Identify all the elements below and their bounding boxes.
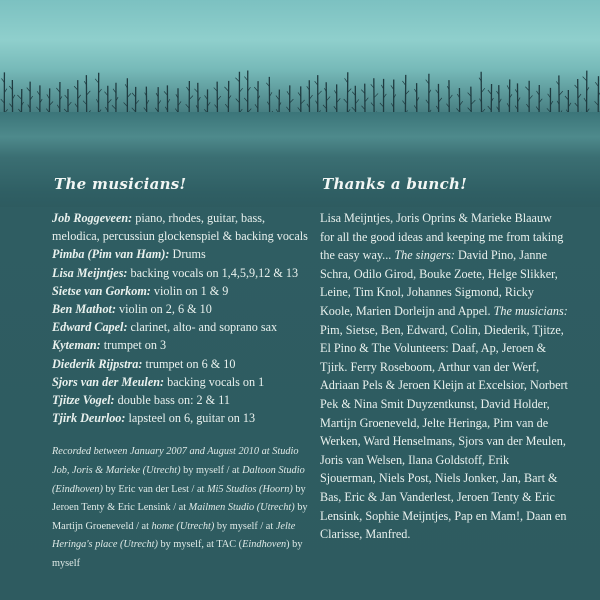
musician-entry <box>52 409 310 427</box>
thanks-segment: Pim, Sietse, Ben, Edward, Colin, Diederik, Tjitze, El Pino & The Volunteers: Daaf, Ap, Jeroen & Tjirk. Ferry Roseboom, Arthur van der Werf, Adriaan Pels & Jeroen Kleijn at Excelsior, Norbert Pek & Nina Smit Duyzentkunst, David Holder, Martijn Groeneveld, Jelte Heringa, Pim van de Werken, Ward Henselmans, Sjors van der Meulen, Joris van Welsen, Ilana Goldstoff, Erik Sjouerman, Niels Post, Niels Jonker, Jan, Bart & Bas, Eric & Jan Vanderlest, Jeroen Tenty & Eric Lensink, Sophie Meijntjes, Pap en Mam!, Daan en Clarisse, Manfred. <box>320 322 568 542</box>
musician-entry <box>52 264 310 282</box>
credit-segment: Eindhoven <box>242 539 287 551</box>
musician-name: Edward Capel: <box>52 320 128 335</box>
musician-role: piano, rhodes, guitar, bass, melodica, percussiun glockenspiel & backing vocals <box>52 211 308 244</box>
musician-role: double bass on: 2 & 11 <box>114 393 230 408</box>
musician-name: Tjirk Deurloo: <box>52 411 126 426</box>
credit-segment: by myself / at <box>214 520 276 532</box>
musician-role: backing vocals on 1 <box>164 374 265 389</box>
musician-entry <box>52 209 310 245</box>
musician-role: lapsteel on 6, guitar on 13 <box>125 411 256 426</box>
musician-role: clarinet, alto- and soprano sax <box>127 320 278 335</box>
musician-entry <box>52 318 310 336</box>
credit-segment: ) by myself <box>52 539 303 569</box>
credit-segment: by myself, at TAC ( <box>157 539 243 551</box>
musician-name: Tjitze Vogel: <box>52 393 115 408</box>
thanks-segment: Lisa Meijntjes, Joris Oprins & Marieke Blaauw for all the good ideas and keeping me from taking the easy way... <box>320 211 564 263</box>
musician-name: Ben Mathot: <box>52 302 116 317</box>
musician-role: violin on 1 & 9 <box>150 283 229 298</box>
musician-role: trumpet on 3 <box>100 338 167 353</box>
musicians-column <box>52 175 310 584</box>
musician-role: trumpet on 6 & 10 <box>142 356 236 371</box>
credit-segment: by myself / at <box>180 465 243 477</box>
musician-entry <box>52 300 310 318</box>
musician-name: Job Roggeveen: <box>52 211 133 225</box>
musician-name: Sietse van Gorkom: <box>52 283 151 298</box>
musician-name: Diederik Rijpstra: <box>52 356 143 371</box>
thanks-text <box>320 209 568 544</box>
recording-credits <box>52 443 310 573</box>
credit-segment: by Eric van der Lest / at <box>102 483 207 495</box>
credit-segment: by Jeroen Tenty & Eric Lensink / at <box>52 483 306 514</box>
musician-entry <box>52 336 310 354</box>
credit-segment: Mi5 Studios (Hoorn) <box>206 483 293 495</box>
musician-role: violin on 2, 6 & 10 <box>116 302 212 317</box>
musician-role: Drums <box>169 247 206 262</box>
musician-name: Lisa Meijntjes: <box>52 265 128 280</box>
musician-role: backing vocals on 1,4,5,9,12 & 13 <box>127 265 299 280</box>
thanks-segment: David Pino, Janne Schra, Odilo Girod, Bouke Zoete, Helge Slikker, Leine, Tim Knol, Johannes Sigmond, Ricky Koole, Marien Dorleijn and Appel. <box>320 248 558 318</box>
musicians-heading: The musicians! <box>54 175 187 193</box>
thanks-column <box>320 175 568 544</box>
credit-segment: by Martijn Groeneveld / at <box>52 502 308 532</box>
credit-segment: Mailmen Studio (Utrecht) <box>188 502 295 514</box>
musician-name: Kyteman: <box>52 338 101 353</box>
credit-segment: Daltoon Studio (Eindhoven) <box>52 465 305 495</box>
musician-entry <box>52 245 310 263</box>
thanks-segment: The musicians: <box>493 303 568 318</box>
musician-name: Pimba (Pim van Ham): <box>52 247 170 262</box>
thanks-segment: The singers: <box>394 248 455 263</box>
credit-segment: Recorded between January 2007 and August 2010 at Studio Job, Joris & Marieke (Utrecht) <box>52 446 299 477</box>
musician-entry <box>52 355 310 373</box>
thanks-heading: Thanks a bunch! <box>322 175 468 193</box>
musician-entry <box>52 391 310 409</box>
musician-entry <box>52 373 310 391</box>
credit-segment: home (Utrecht) <box>151 520 215 532</box>
musicians-list <box>52 209 310 427</box>
musician-entry <box>52 282 310 300</box>
credit-segment: Jelte Heringa's place (Utrecht) <box>52 520 296 551</box>
musician-name: Sjors van der Meulen: <box>52 374 165 389</box>
